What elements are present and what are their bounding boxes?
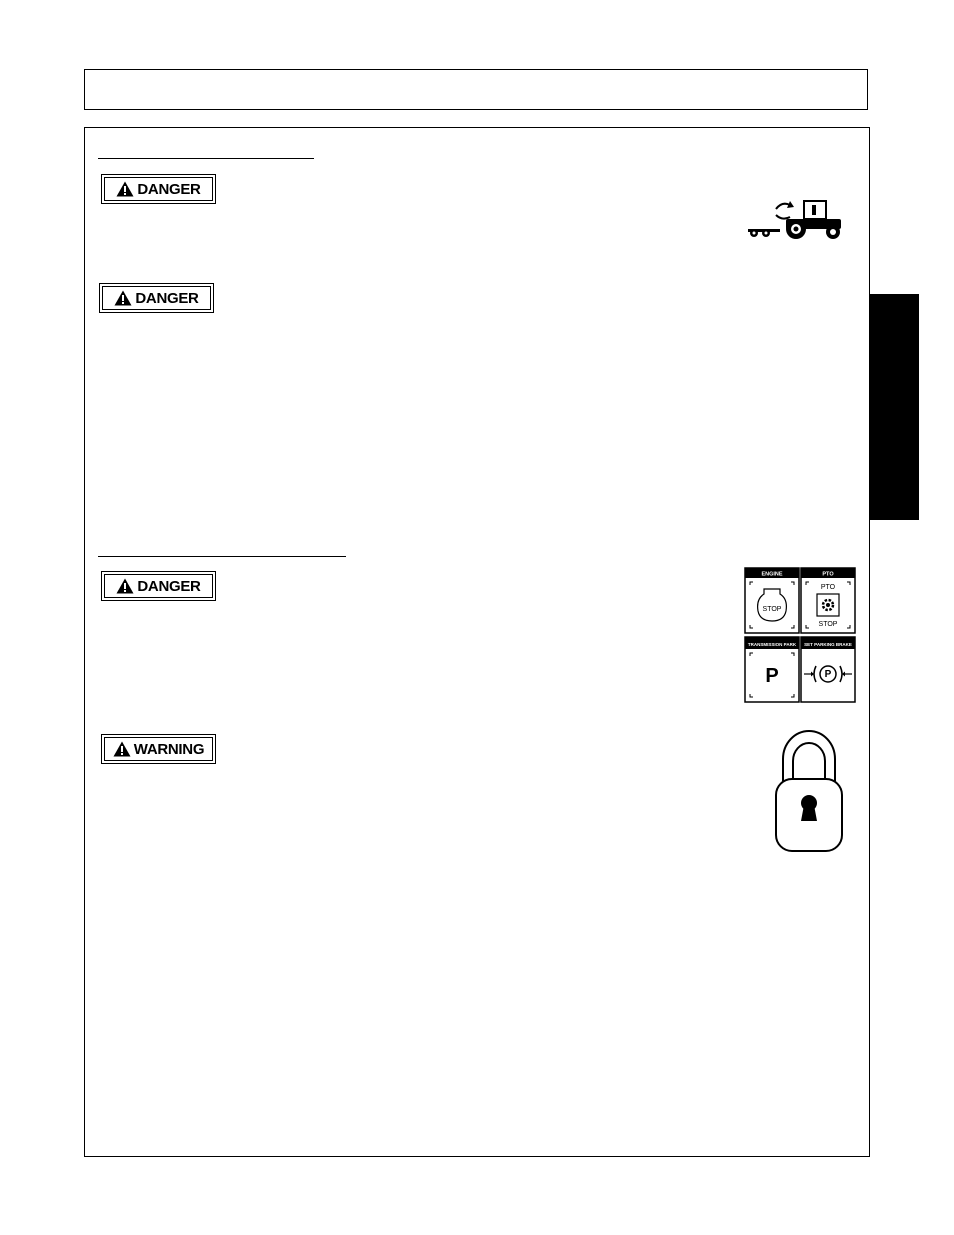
pto-stop-panel <box>801 568 855 633</box>
engine-label: ENGINE <box>761 571 783 578</box>
danger-badge <box>101 571 216 601</box>
pto-top-text: PTO <box>820 584 836 591</box>
warning-badge <box>101 734 216 764</box>
page-header-frame <box>84 69 868 110</box>
parking-brake-panel <box>801 637 855 702</box>
warning-triangle-icon <box>114 290 132 306</box>
danger-label: DANGER <box>137 577 201 595</box>
danger-badge <box>99 283 214 313</box>
padlock-icon <box>774 727 844 853</box>
warning-triangle-icon <box>116 578 134 594</box>
section-heading-rule <box>98 158 314 159</box>
engine-stop-text: STOP <box>762 606 782 613</box>
shutdown-controls-icon <box>744 567 856 704</box>
danger-label: DANGER <box>137 180 201 198</box>
transmission-park-panel <box>745 637 799 702</box>
pto-label: PTO <box>822 571 834 578</box>
pto-stop-text: STOP <box>818 621 838 628</box>
section-heading-rule <box>98 556 346 557</box>
engine-stop-panel <box>745 568 799 633</box>
parking-brake-label: SET PARKING BRAKE <box>804 642 852 647</box>
park-letter: P <box>765 665 779 687</box>
section-tab <box>869 294 919 520</box>
danger-badge <box>101 174 216 204</box>
danger-label: DANGER <box>135 289 199 307</box>
warning-triangle-icon <box>113 741 131 757</box>
brake-letter: P <box>824 669 832 680</box>
tractor-mower-icon <box>746 195 846 241</box>
warning-triangle-icon <box>116 181 134 197</box>
transmission-label: TRANSMISSION PARK <box>747 642 797 647</box>
warning-label: WARNING <box>133 740 205 758</box>
